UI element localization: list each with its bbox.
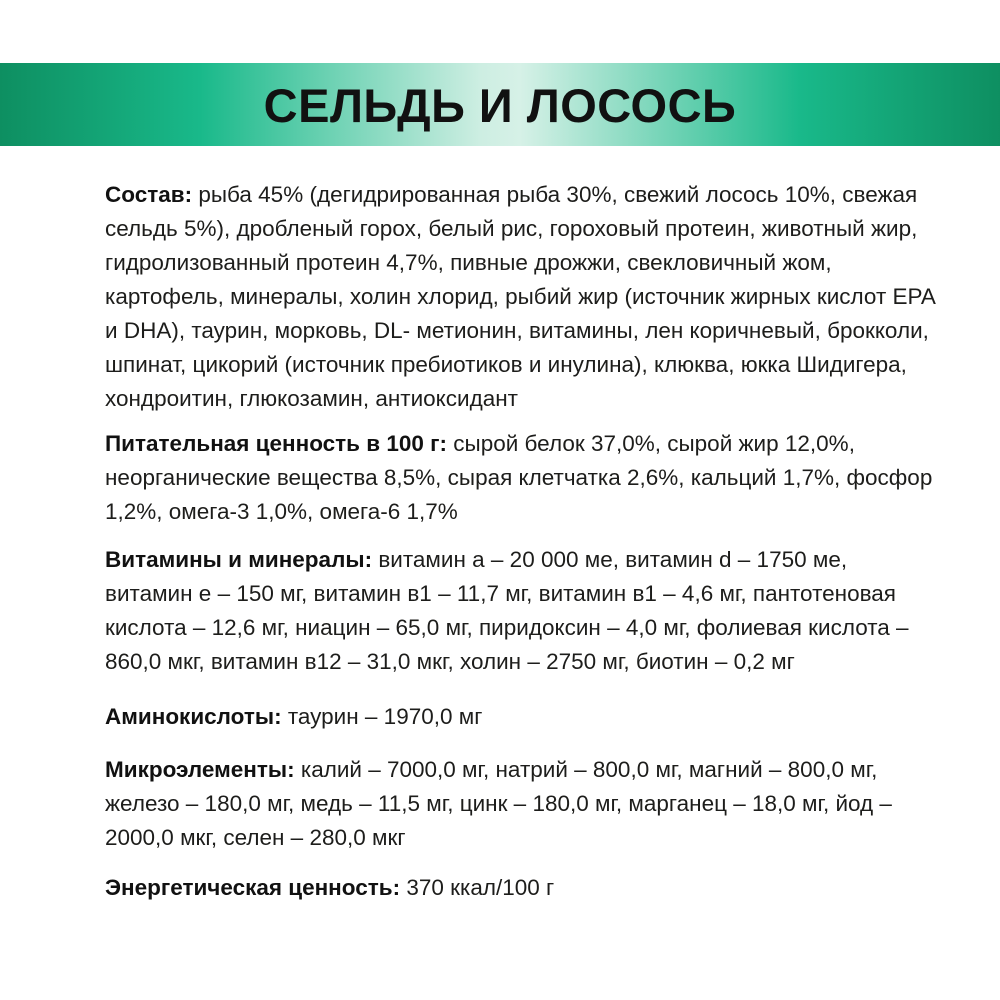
energy-label: Энергетическая ценность: xyxy=(105,875,401,900)
microelements-text: калий – 7000,0 мг, натрий – 800,0 мг, магний – 800,0 мг, железо – 180,0 мг, медь – 11,5 мг, цинк – 180,0 мг, марганец – 18,0 мг, йод – 2000,0 мкг, селен – 280,0 мкг xyxy=(105,757,892,850)
product-info xyxy=(105,178,935,905)
composition-label: Состав: xyxy=(105,182,193,207)
amino-label: Аминокислоты: xyxy=(105,704,282,729)
nutrition-label: Питательная ценность в 100 г: xyxy=(105,431,448,456)
composition-section xyxy=(105,178,935,416)
title-banner xyxy=(0,63,1000,146)
nutrition-text: сырой белок 37,0%, сырой жир 12,0%, неорганические вещества 8,5%, сырая клетчатка 2,6%, кальций 1,7%, фосфор 1,2%, омега-3 1,0%, омега-6 1,7% xyxy=(105,431,933,524)
vitamins-text: витамин a – 20 000 ме, витамин d – 1750 ме, витамин е – 150 мг, витамин в1 – 11,7 мг, витамин в1 – 4,6 мг, пантотеновая кислота – 12,6 мг, ниацин – 65,0 мг, пиридоксин – 4,0 мг, фолиевая кислота – 860,0 мкг, витамин в12 – 31,0 мкг, холин – 2750 мг, биотин – 0,2 мг xyxy=(105,547,909,674)
amino-text: таурин – 1970,0 мг xyxy=(287,704,483,729)
amino-section xyxy=(105,700,935,734)
composition-text: рыба 45% (дегидрированная рыба 30%, свежий лосось 10%, свежая сельдь 5%), дробленый горох, белый рис, гороховый протеин, животный жир, гидролизованный протеин 4,7%, пивные дрожжи, свекловичный жом, картофель, минералы, холин хлорид, рыбий жир (источник жирных кислот EPA и DHA), таурин, морковь, DL- метионин, витамины, лен коричневый, брокколи, шпинат, цикорий (источник пребиотиков и инулина), клюква, юкка Шидигера, хондроитин, глюкозамин, антиоксидант xyxy=(105,182,935,411)
microelements-section xyxy=(105,753,935,855)
nutrition-section xyxy=(105,427,935,529)
vitamins-section xyxy=(105,543,935,679)
energy-section xyxy=(105,871,935,905)
page-title: СЕЛЬДЬ И ЛОСОСЬ xyxy=(263,79,737,132)
energy-text: 370 ккал/100 г xyxy=(406,875,555,900)
vitamins-label: Витамины и минералы: xyxy=(105,547,373,572)
microelements-label: Микроэлементы: xyxy=(105,757,295,782)
